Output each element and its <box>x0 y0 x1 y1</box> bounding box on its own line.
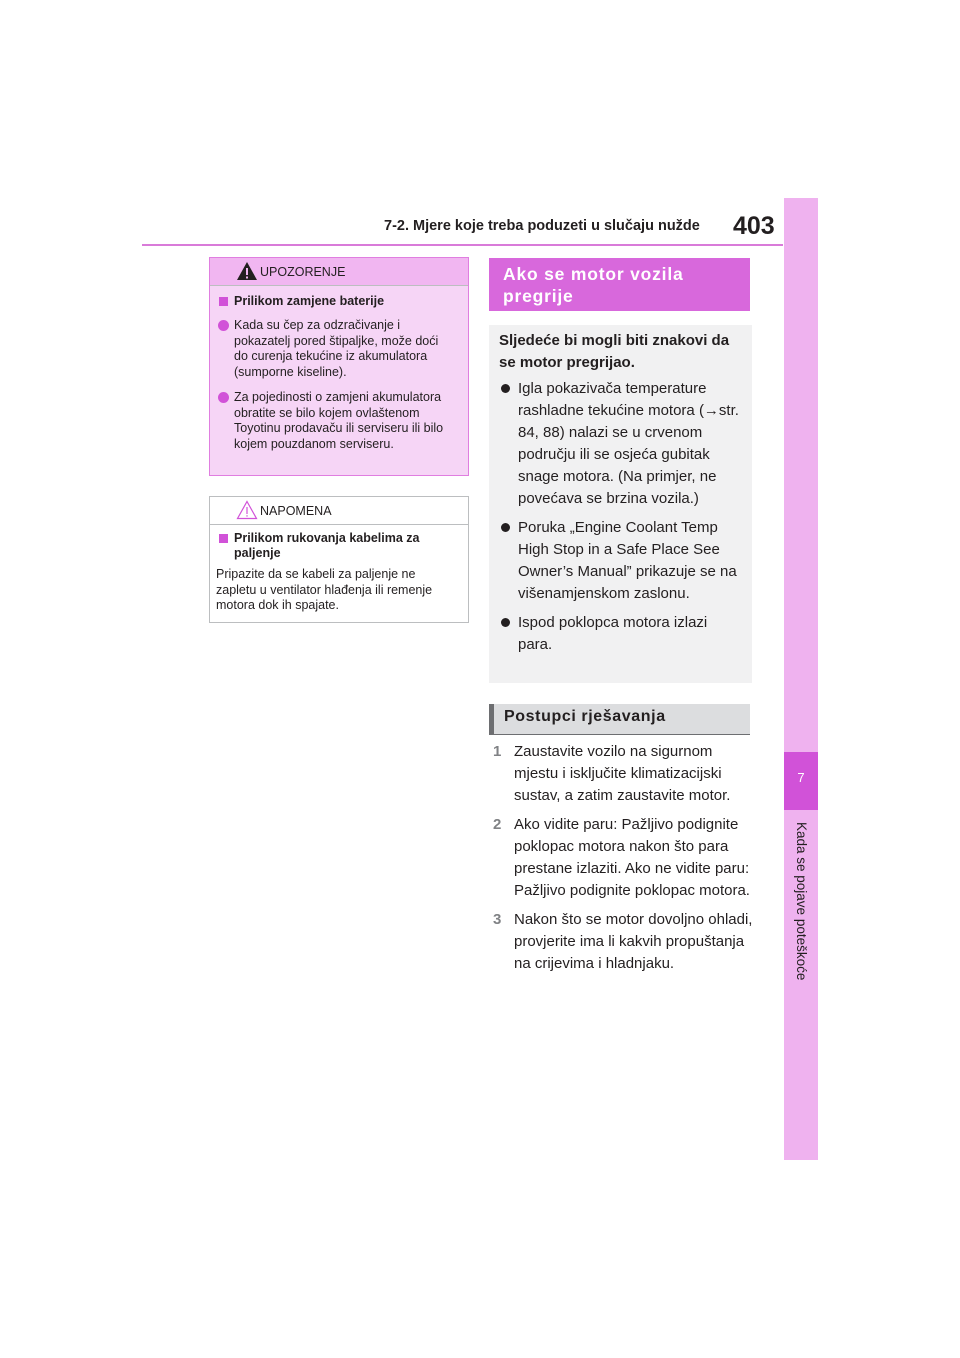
circle-bullet-icon <box>218 320 229 331</box>
header-divider <box>142 244 783 246</box>
symptom-item <box>499 378 744 510</box>
warning-item-text: Za pojedinosti o zamjeni akumulatora obratite se bilo kojem ovlaštenom Toyotinu prodavaču ili serviseru ili bilo kojem pouzdanom serviseru. <box>234 390 444 451</box>
step-number: 3 <box>493 911 502 928</box>
chapter-label-text: Kada se pojave poteškoće <box>794 822 809 981</box>
step-text: Ako vidite paru: Pažljivo podignite poklopac motora nakon što para prestane izlaziti. Ako ne vidite paru: Pažljivo podignite poklopac motora. <box>514 816 750 899</box>
procedure-heading-text: Postupci rješavanja <box>504 708 666 725</box>
warning-title-text: Prilikom zamjene baterije <box>234 294 385 308</box>
note-text: Pripazite da se kabeli za paljenje ne zapletu u ventilator hlađenja ili remenje motora dok ih spajate. <box>216 567 433 612</box>
overheat-heading <box>489 258 750 311</box>
procedure-step <box>493 814 753 902</box>
procedure-step <box>493 909 753 975</box>
warning-box <box>209 257 469 476</box>
note-body <box>210 525 468 614</box>
warning-triangle-icon <box>236 261 258 281</box>
circle-bullet-icon <box>218 392 229 403</box>
procedure-steps <box>493 741 753 982</box>
chapter-label <box>784 822 818 1042</box>
symptoms-box <box>489 325 752 683</box>
square-bullet-icon <box>219 297 228 306</box>
procedure-step <box>493 741 753 807</box>
symptom-item <box>499 517 744 605</box>
procedure-heading-rule <box>489 734 750 735</box>
warning-header <box>210 258 468 286</box>
step-text: Zaustavite vozilo na sigurnom mjestu i isključite klimatizacijski sustav, a zatim zaustavite motor. <box>514 743 731 804</box>
square-bullet-icon <box>219 534 228 543</box>
note-box <box>209 496 469 623</box>
warning-item <box>216 390 454 452</box>
step-number: 1 <box>493 743 502 760</box>
warning-item <box>216 318 454 380</box>
symptom-text: Poruka „Engine Coolant Temp High Stop in a Safe Place See Owner’s Manual” prikazuje se na višenamjenskom zaslonu. <box>518 519 737 602</box>
step-text: Nakon što se motor dovoljno ohladi, provjerite ima li kakvih propuštanja na crijevima i hladnjaku. <box>514 911 753 972</box>
overheat-heading-text: Ako se motor vozila pregrije <box>503 264 684 306</box>
warning-item-text: Kada su čep za odzračivanje i pokazatelj pored štipaljke, može doći do curenja tekućine iz akumulatora (sumporne kiseline). <box>234 318 439 379</box>
step-number: 2 <box>493 816 502 833</box>
note-label: NAPOMENA <box>260 504 332 518</box>
symptom-text: Ispod poklopca motora izlazi para. <box>518 614 708 653</box>
caution-triangle-icon <box>236 500 258 520</box>
warning-body <box>210 286 468 452</box>
bullet-icon <box>501 523 510 532</box>
warning-label: UPOZORENJE <box>260 265 346 279</box>
note-title <box>216 531 454 561</box>
note-title-text: Prilikom rukovanja kabelima za paljenje <box>234 531 420 560</box>
warning-title <box>216 294 454 309</box>
symptoms-list <box>499 378 744 663</box>
bullet-icon <box>501 618 510 627</box>
symptom-text: Igla pokazivača temperature rashladne tekućine motora (→str. 84, 88) nalazi se u crvenom području ili se osjeća gubitak snage motora. (Na primjer, ne povećava se brzina vozila.) <box>518 380 739 507</box>
bullet-icon <box>501 384 510 393</box>
symptoms-intro: Sljedeće bi mogli biti znakovi da se motor pregrijao. <box>499 332 730 371</box>
procedure-heading <box>489 704 750 735</box>
note-header <box>210 497 468 525</box>
section-title: 7-2. Mjere koje treba poduzeti u slučaju nužde <box>384 218 700 234</box>
page-number: 403 <box>733 212 775 240</box>
symptom-item <box>499 612 744 656</box>
chapter-number: 7 <box>797 770 805 785</box>
